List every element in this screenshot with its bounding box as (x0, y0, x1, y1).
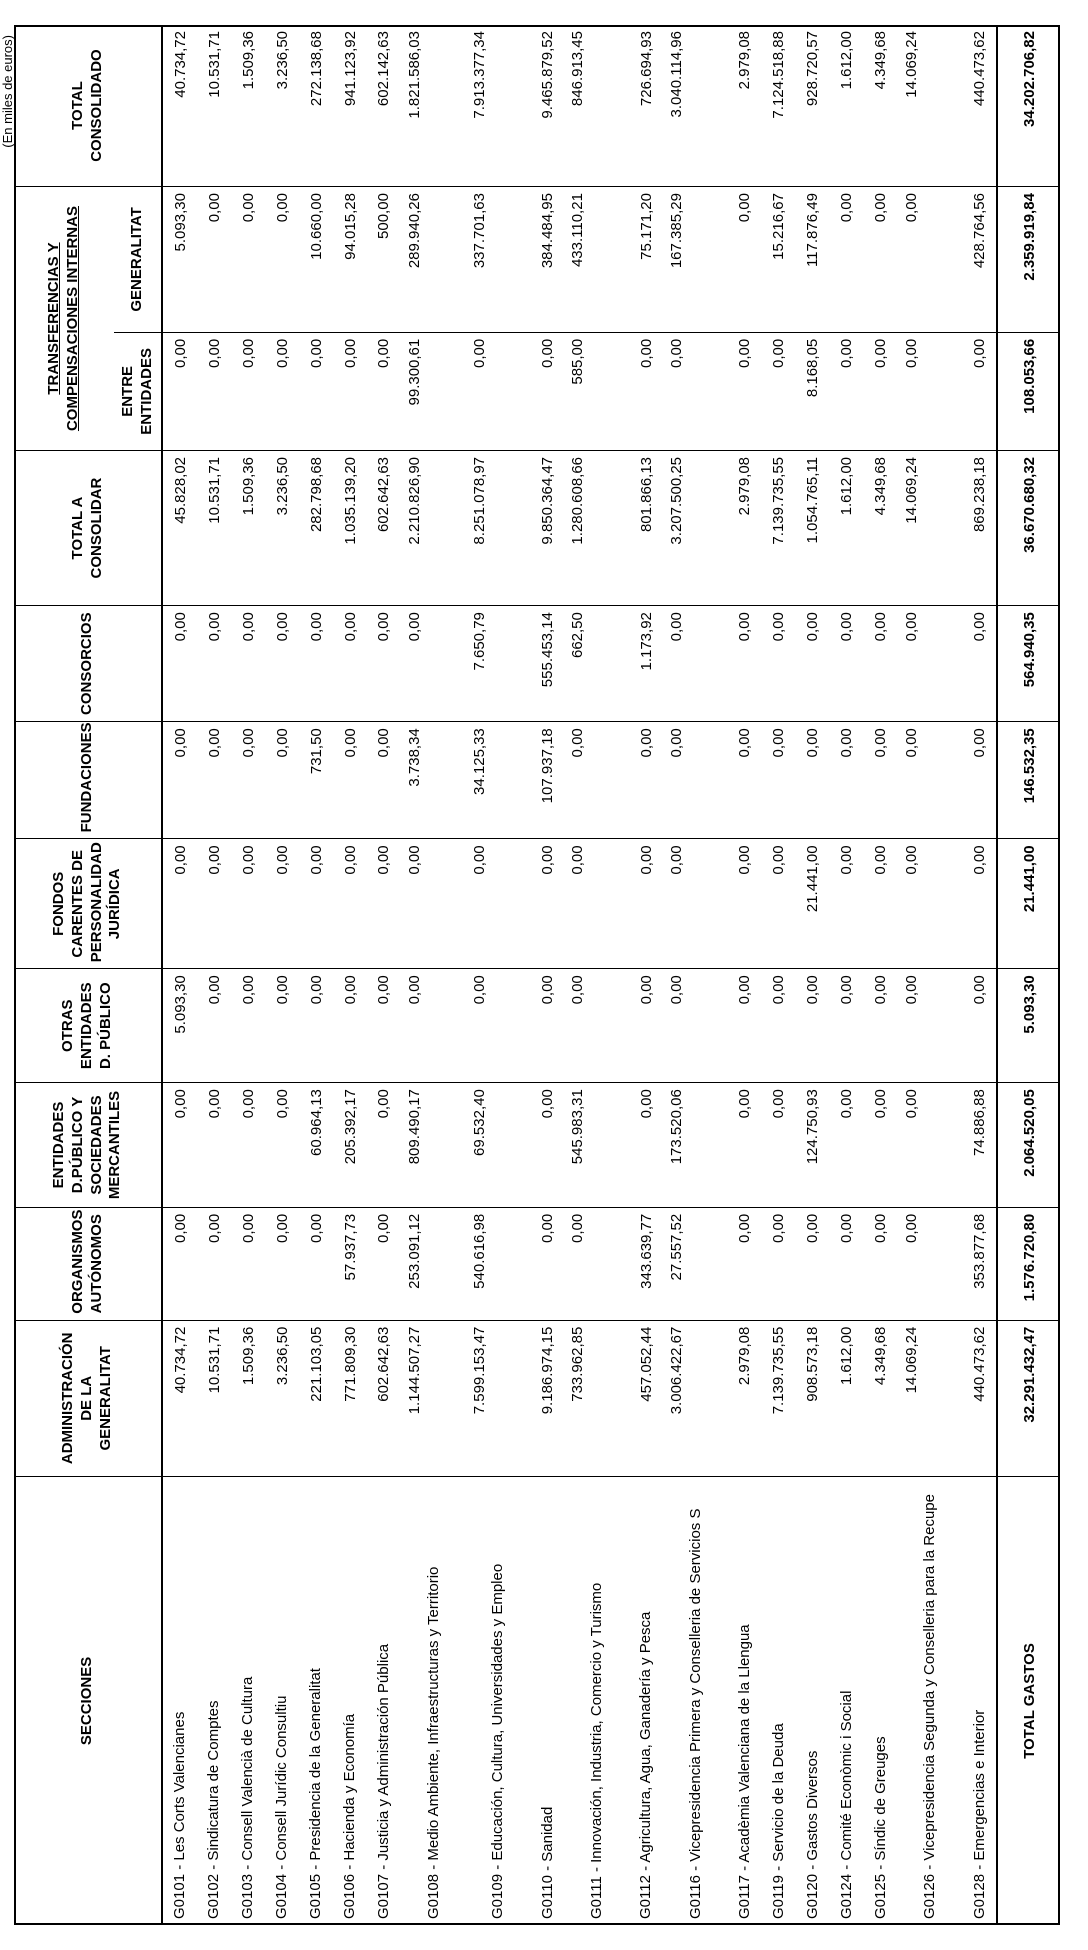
cell-org: 0,00 (864, 1207, 898, 1320)
cell-fun: 0,00 (231, 722, 265, 839)
cell-gen: 0,00 (898, 187, 963, 333)
cell-org: 0,00 (796, 1207, 830, 1320)
cell-fon: 0,00 (728, 839, 762, 969)
cell-fon: 0,00 (864, 839, 898, 969)
cell-gen: 0,00 (864, 187, 898, 333)
cell-adm: 4.349,68 (864, 1320, 898, 1476)
cell-tac: 8.251.078,97 (466, 450, 531, 605)
cell-adm: 7.599.153,47 (466, 1320, 531, 1476)
cell-otr: 0,00 (231, 969, 265, 1083)
cell-fun: 0,00 (629, 722, 663, 839)
cell-fun: 0,00 (367, 722, 401, 839)
cell-org: 0,00 (830, 1207, 864, 1320)
header-fundaciones: FUNDACIONES (14, 722, 162, 839)
cell-adm: 40.734,72 (162, 1320, 197, 1476)
cell-ee: 99.300,61 (401, 332, 466, 450)
cell-fon: 0,00 (898, 839, 963, 969)
cell-sec: G0125 - Síndic de Greuges (872, 1736, 889, 1919)
table-row (762, 25, 796, 1925)
cell-fon: 0,00 (333, 839, 367, 969)
cell-tac: 45.828,02 (162, 450, 197, 605)
cell-fun: 0,00 (265, 722, 299, 839)
cell-gen: 75.171,20 (629, 187, 663, 333)
cell-fun: 0,00 (864, 722, 898, 839)
cell-sec: G0110 - Sanidad (538, 1806, 556, 1919)
cell-sec: G0109 - Educación, Cultura, Universidades y Empleo (489, 1563, 507, 1919)
cell-ee: 0,00 (830, 332, 864, 450)
cell-otr: 0,00 (864, 969, 898, 1083)
cell-adm: 602.642,63 (367, 1320, 401, 1476)
cell-otr: 0,00 (898, 969, 963, 1083)
table-row (367, 25, 401, 1925)
cell-tac: 3.207.500,25 (663, 450, 728, 605)
cell-org: 0,00 (162, 1207, 197, 1320)
cell-con: 0,00 (796, 606, 830, 722)
cell-tc: 602.142,63 (367, 25, 401, 187)
cell-fun: 146.532,35 (997, 722, 1060, 839)
cell-gen: 384.484,95 (530, 187, 564, 333)
cell-ee: 0,00 (333, 332, 367, 450)
cell-ee: 0,00 (231, 332, 265, 450)
cell-gen: 433.110,21 (564, 187, 629, 333)
cell-gen: 337.701,63 (466, 187, 531, 333)
cell-con: 0,00 (728, 606, 762, 722)
cell-fun: 0,00 (162, 722, 197, 839)
cell-otr: 0,00 (197, 969, 231, 1083)
cell-org: 1.576.720,80 (997, 1207, 1060, 1320)
cell-gen: 10.660,00 (299, 187, 333, 333)
table-row (864, 25, 898, 1925)
cell-gen: 0,00 (231, 187, 265, 333)
cell-gen: 428.764,56 (962, 187, 997, 333)
cell-fun: 34.125,33 (466, 722, 531, 839)
cell-fon: 0,00 (401, 839, 466, 969)
cell-ent: 2.064.520,05 (997, 1083, 1060, 1208)
table-row (265, 25, 299, 1925)
cell-otr: 0,00 (265, 969, 299, 1083)
cell-tc: 7.913.377,34 (466, 25, 531, 187)
cell-fon: 0,00 (299, 839, 333, 969)
cell-gen: 289.940,26 (401, 187, 466, 333)
cell-tc: 4.349,68 (864, 25, 898, 187)
cell-con: 0,00 (265, 606, 299, 722)
cell-adm: 9.186.974,15 (530, 1320, 564, 1476)
cell-ee: 585,00 (564, 332, 629, 450)
cell-adm: 908.573,18 (796, 1320, 830, 1476)
cell-ent: 0,00 (898, 1083, 963, 1208)
cell-ee: 0,00 (629, 332, 663, 450)
cell-ent: 0,00 (629, 1083, 663, 1208)
cell-sec: G0116 - Vicepresidencia Primera y Conselleria de Servicios S (686, 1508, 704, 1919)
cell-fun: 0,00 (830, 722, 864, 839)
cell-fun: 0,00 (333, 722, 367, 839)
cell-con: 0,00 (299, 606, 333, 722)
header-consorcios: CONSORCIOS (14, 606, 162, 722)
cell-sec: G0128 - Emergencias e Interior (970, 1709, 988, 1919)
cell-org: 343.639,77 (629, 1207, 663, 1320)
cell-adm: 3.006.422,67 (663, 1320, 728, 1476)
cell-ent: 69.532,40 (466, 1083, 531, 1208)
cell-org: 540.616,98 (466, 1207, 531, 1320)
cell-sec: G0106 - Hacienda y Economía (341, 1713, 359, 1919)
cell-sec: G0107 - Justicia y Administración Pública (375, 1643, 393, 1919)
cell-ent: 809.490,17 (401, 1083, 466, 1208)
cell-ent: 60.964,13 (299, 1083, 333, 1208)
header-secciones: SECCIONES (14, 1476, 162, 1925)
cell-tac: 10.531,71 (197, 450, 231, 605)
cell-adm: 7.139.735,55 (762, 1320, 796, 1476)
cell-ee: 0,00 (197, 332, 231, 450)
header-entidades: ENTIDADES D.PÚBLICO Y SOCIEDADES MERCANTILES (14, 1083, 162, 1208)
cell-fun: 0,00 (564, 722, 629, 839)
cell-gen: 94.015,28 (333, 187, 367, 333)
cell-adm: 733.962,85 (564, 1320, 629, 1476)
cell-fon: 0,00 (367, 839, 401, 969)
cell-tac: 869.238,18 (962, 450, 997, 605)
cell-org: 0,00 (564, 1207, 629, 1320)
cell-sec: G0108 - Medio Ambiente, Infraestructuras y Territorio (424, 1566, 442, 1919)
cell-tac: 1.035.139,20 (333, 450, 367, 605)
cell-tc: 272.138,68 (299, 25, 333, 187)
cell-ee: 0,00 (299, 332, 333, 450)
cell-fun: 0,00 (728, 722, 762, 839)
cell-ent: 0,00 (265, 1083, 299, 1208)
cell-tac: 1.612,00 (830, 450, 864, 605)
cell-sec: G0112 - Agricultura, Agua, Ganadería y Pesca (637, 1611, 655, 1919)
cell-fon: 0,00 (466, 839, 531, 969)
table-row (629, 25, 663, 1925)
cell-otr: 0,00 (728, 969, 762, 1083)
cell-tc: 3.236,50 (265, 25, 299, 187)
cell-fon: 0,00 (197, 839, 231, 969)
cell-sec: G0117 - Acadèmia Valenciana de la Llengua (736, 1624, 754, 1919)
cell-con: 0,00 (962, 606, 997, 722)
cell-adm: 3.236,50 (265, 1320, 299, 1476)
cell-org: 0,00 (530, 1207, 564, 1320)
table-row (898, 25, 963, 1925)
cell-ee: 0,00 (162, 332, 197, 450)
cell-ee: 0,00 (367, 332, 401, 450)
cell-gen: 15.216,67 (762, 187, 796, 333)
cell-ent: 0,00 (830, 1083, 864, 1208)
cell-ee: 0,00 (898, 332, 963, 450)
cell-fon: 0,00 (962, 839, 997, 969)
cell-sec: G0103 - Consell Valencià de Cultura (239, 1676, 257, 1919)
cell-fun: 0,00 (962, 722, 997, 839)
cell-gen: 5.093,30 (162, 187, 197, 333)
cell-ee: 0,00 (762, 332, 796, 450)
header-fondos: FONDOS CARENTES DE PERSONALIDAD JURÍDICA (14, 839, 162, 969)
table-row (663, 25, 728, 1925)
cell-tc: 40.734,72 (162, 25, 197, 187)
table-row (401, 25, 466, 1925)
cell-fon: 0,00 (762, 839, 796, 969)
cell-con: 0,00 (231, 606, 265, 722)
table-row (333, 25, 367, 1925)
cell-gen: 167.385,29 (663, 187, 728, 333)
cell-ee: 0,00 (962, 332, 997, 450)
cell-otr: 0,00 (401, 969, 466, 1083)
cell-fon: 0,00 (629, 839, 663, 969)
cell-gen: 2.359.919,84 (997, 187, 1060, 333)
cell-ent: 74.886,88 (962, 1083, 997, 1208)
cell-org: 0,00 (197, 1207, 231, 1320)
header-administracion: ADMINISTRACIÓN DE LA GENERALITAT (14, 1320, 162, 1476)
cell-fun: 0,00 (898, 722, 963, 839)
cell-fon: 0,00 (265, 839, 299, 969)
cell-ee: 0,00 (728, 332, 762, 450)
cell-adm: 32.291.432,47 (997, 1320, 1060, 1476)
table-row (197, 25, 231, 1925)
cell-org: 57.937,73 (333, 1207, 367, 1320)
cell-otr: 5.093,30 (997, 969, 1060, 1083)
cell-ent: 205.392,17 (333, 1083, 367, 1208)
cell-otr: 0,00 (629, 969, 663, 1083)
cell-gen: 500,00 (367, 187, 401, 333)
cell-otr: 0,00 (367, 969, 401, 1083)
cell-con: 555.453,14 (530, 606, 564, 722)
cell-con: 662,50 (564, 606, 629, 722)
cell-ee: 0,00 (663, 332, 728, 450)
cell-tac: 4.349,68 (864, 450, 898, 605)
units-note: (En miles de euros) (0, 35, 15, 148)
cell-tac: 36.670.680,32 (997, 450, 1060, 605)
cell-tc: 10.531,71 (197, 25, 231, 187)
cell-con: 0,00 (401, 606, 466, 722)
cell-tac: 9.850.364,47 (530, 450, 564, 605)
header-generalitat: GENERALITAT (114, 187, 162, 333)
cell-org: 0,00 (231, 1207, 265, 1320)
cell-org: 0,00 (898, 1207, 963, 1320)
cell-con: 0,00 (663, 606, 728, 722)
cell-gen: 117.876,49 (796, 187, 830, 333)
cell-tc: 440.473,62 (962, 25, 997, 187)
cell-tac: 2.979,08 (728, 450, 762, 605)
cell-tac: 14.069,24 (898, 450, 963, 605)
cell-tc: 928.720,57 (796, 25, 830, 187)
cell-tac: 3.236,50 (265, 450, 299, 605)
cell-otr: 0,00 (299, 969, 333, 1083)
cell-gen: 0,00 (728, 187, 762, 333)
cell-adm: 2.979,08 (728, 1320, 762, 1476)
cell-adm: 1.509,36 (231, 1320, 265, 1476)
cell-con: 1.173,92 (629, 606, 663, 722)
cell-fun: 0,00 (663, 722, 728, 839)
table-row (962, 25, 997, 1925)
cell-otr: 0,00 (663, 969, 728, 1083)
cell-ee: 0,00 (265, 332, 299, 450)
cell-fon: 0,00 (231, 839, 265, 969)
cell-adm: 440.473,62 (962, 1320, 997, 1476)
table-body (162, 25, 1060, 1925)
table-row (231, 25, 265, 1925)
cell-fun: 0,00 (197, 722, 231, 839)
cell-fun: 0,00 (762, 722, 796, 839)
cell-tc: 2.979,08 (728, 25, 762, 187)
cell-fun: 107.937,18 (530, 722, 564, 839)
table-row (728, 25, 762, 1925)
cell-org: 0,00 (728, 1207, 762, 1320)
cell-adm: 1.612,00 (830, 1320, 864, 1476)
cell-fon: 21.441,00 (997, 839, 1060, 969)
cell-tc: 9.465.879,52 (530, 25, 564, 187)
cell-fon: 0,00 (564, 839, 629, 969)
cell-tc: 1.509,36 (231, 25, 265, 187)
cell-ent: 0,00 (864, 1083, 898, 1208)
cell-ent: 0,00 (530, 1083, 564, 1208)
cell-ent: 124.750,93 (796, 1083, 830, 1208)
cell-fun: 731,50 (299, 722, 333, 839)
table-row (796, 25, 830, 1925)
header-total-consolidado: TOTAL CONSOLIDADO (14, 25, 162, 187)
cell-sec: G0102 - Sindicatura de Comptes (205, 1700, 223, 1919)
cell-sec: G0126 - Vicepresidencia Segunda y Conselleria para la Recupe (921, 1494, 939, 1919)
cell-ee: 8.168,05 (796, 332, 830, 450)
cell-adm: 771.809,30 (333, 1320, 367, 1476)
expenses-table (14, 25, 1060, 1925)
cell-tac: 7.139.735,55 (762, 450, 796, 605)
cell-tac: 1.280.608,66 (564, 450, 629, 605)
cell-ent: 0,00 (162, 1083, 197, 1208)
cell-tc: 846.913,45 (564, 25, 629, 187)
table-row (299, 25, 333, 1925)
cell-tc: 1.821.586,03 (401, 25, 466, 187)
cell-adm: 10.531,71 (197, 1320, 231, 1476)
cell-sec: G0120 - Gastos Diversos (804, 1750, 822, 1919)
cell-sec: TOTAL GASTOS (997, 1476, 1060, 1925)
header-organismos: ORGANISMOS AUTÓNOMOS (14, 1207, 162, 1320)
cell-ent: 0,00 (367, 1083, 401, 1208)
cell-tac: 1.054.765,11 (796, 450, 830, 605)
cell-tc: 14.069,24 (898, 25, 963, 187)
cell-tac: 1.509,36 (231, 450, 265, 605)
cell-otr: 0,00 (830, 969, 864, 1083)
cell-fon: 0,00 (162, 839, 197, 969)
cell-con: 0,00 (830, 606, 864, 722)
cell-org: 253.091,12 (401, 1207, 466, 1320)
header-otras: OTRAS ENTIDADES D. PÚBLICO (14, 969, 162, 1083)
table-row (466, 25, 531, 1925)
cell-tc: 3.040.114,96 (663, 25, 728, 187)
cell-sec: G0104 - Consell Jurídic Consultiu (273, 1695, 291, 1919)
cell-org: 0,00 (367, 1207, 401, 1320)
cell-tc: 726.694,93 (629, 25, 663, 187)
cell-adm: 221.103,05 (299, 1320, 333, 1476)
cell-sec: G0101 - Les Corts Valencianes (171, 1711, 189, 1919)
cell-adm: 1.144.507,27 (401, 1320, 466, 1476)
cell-con: 7.650,79 (466, 606, 531, 722)
cell-ent: 0,00 (197, 1083, 231, 1208)
header-transferencias (14, 187, 114, 451)
cell-gen: 0,00 (265, 187, 299, 333)
cell-ee: 0,00 (530, 332, 564, 450)
cell-fon: 0,00 (530, 839, 564, 969)
cell-tac: 602.642,63 (367, 450, 401, 605)
cell-otr: 0,00 (962, 969, 997, 1083)
cell-con: 0,00 (367, 606, 401, 722)
cell-org: 353.877,68 (962, 1207, 997, 1320)
cell-otr: 0,00 (333, 969, 367, 1083)
cell-ent: 545.983,31 (564, 1083, 629, 1208)
cell-con: 0,00 (864, 606, 898, 722)
cell-fun: 0,00 (796, 722, 830, 839)
cell-con: 0,00 (197, 606, 231, 722)
cell-tc: 7.124.518,88 (762, 25, 796, 187)
cell-fon: 0,00 (830, 839, 864, 969)
cell-tc: 34.202.706,82 (997, 25, 1060, 187)
cell-sec: G0105 - Presidencia de la Generalitat (307, 1668, 325, 1919)
cell-gen: 0,00 (197, 187, 231, 333)
cell-con: 0,00 (162, 606, 197, 722)
cell-con: 564.940,35 (997, 606, 1060, 722)
cell-ent: 173.520,06 (663, 1083, 728, 1208)
cell-org: 0,00 (265, 1207, 299, 1320)
table-row (530, 25, 564, 1925)
cell-ee: 0,00 (466, 332, 531, 450)
cell-tc: 941.123,92 (333, 25, 367, 187)
table-row (162, 25, 197, 1925)
cell-otr: 0,00 (762, 969, 796, 1083)
cell-org: 27.557,52 (663, 1207, 728, 1320)
header-total-a-consolidar: TOTAL A CONSOLIDAR (14, 450, 162, 605)
cell-gen: 0,00 (830, 187, 864, 333)
cell-con: 0,00 (898, 606, 963, 722)
cell-ent: 0,00 (231, 1083, 265, 1208)
cell-fun: 3.738,34 (401, 722, 466, 839)
header-entre-entidades: ENTRE ENTIDADES (114, 332, 162, 450)
cell-sec: G0124 - Comité Econòmic i Social (838, 1690, 856, 1919)
cell-ent: 0,00 (762, 1083, 796, 1208)
cell-con: 0,00 (333, 606, 367, 722)
cell-ee: 108.053,66 (997, 332, 1060, 450)
cell-org: 0,00 (762, 1207, 796, 1320)
cell-otr: 0,00 (530, 969, 564, 1083)
cell-con: 0,00 (762, 606, 796, 722)
cell-tac: 801.866,13 (629, 450, 663, 605)
cell-tc: 1.612,00 (830, 25, 864, 187)
cell-fon: 0,00 (663, 839, 728, 969)
cell-ent: 0,00 (728, 1083, 762, 1208)
table-row (564, 25, 629, 1925)
cell-adm: 457.052,44 (629, 1320, 663, 1476)
cell-otr: 0,00 (564, 969, 629, 1083)
cell-ee: 0,00 (864, 332, 898, 450)
header-transferencias-label: TRANSFERENCIAS Y COMPENSACIONES INTERNAS (45, 206, 81, 432)
cell-tac: 2.210.826,90 (401, 450, 466, 605)
cell-sec: G0119 - Servicio de la Deuda (770, 1723, 788, 1919)
cell-fon: 21.441,00 (796, 839, 830, 969)
cell-otr: 0,00 (796, 969, 830, 1083)
cell-tac: 282.798,68 (299, 450, 333, 605)
total-row (997, 25, 1060, 1925)
table-row (830, 25, 864, 1925)
cell-otr: 0,00 (466, 969, 531, 1083)
cell-adm: 14.069,24 (898, 1320, 963, 1476)
cell-org: 0,00 (299, 1207, 333, 1320)
cell-otr: 5.093,30 (162, 969, 197, 1083)
cell-sec: G0111 - Innovación, Industria, Comercio y Turismo (588, 1582, 606, 1919)
